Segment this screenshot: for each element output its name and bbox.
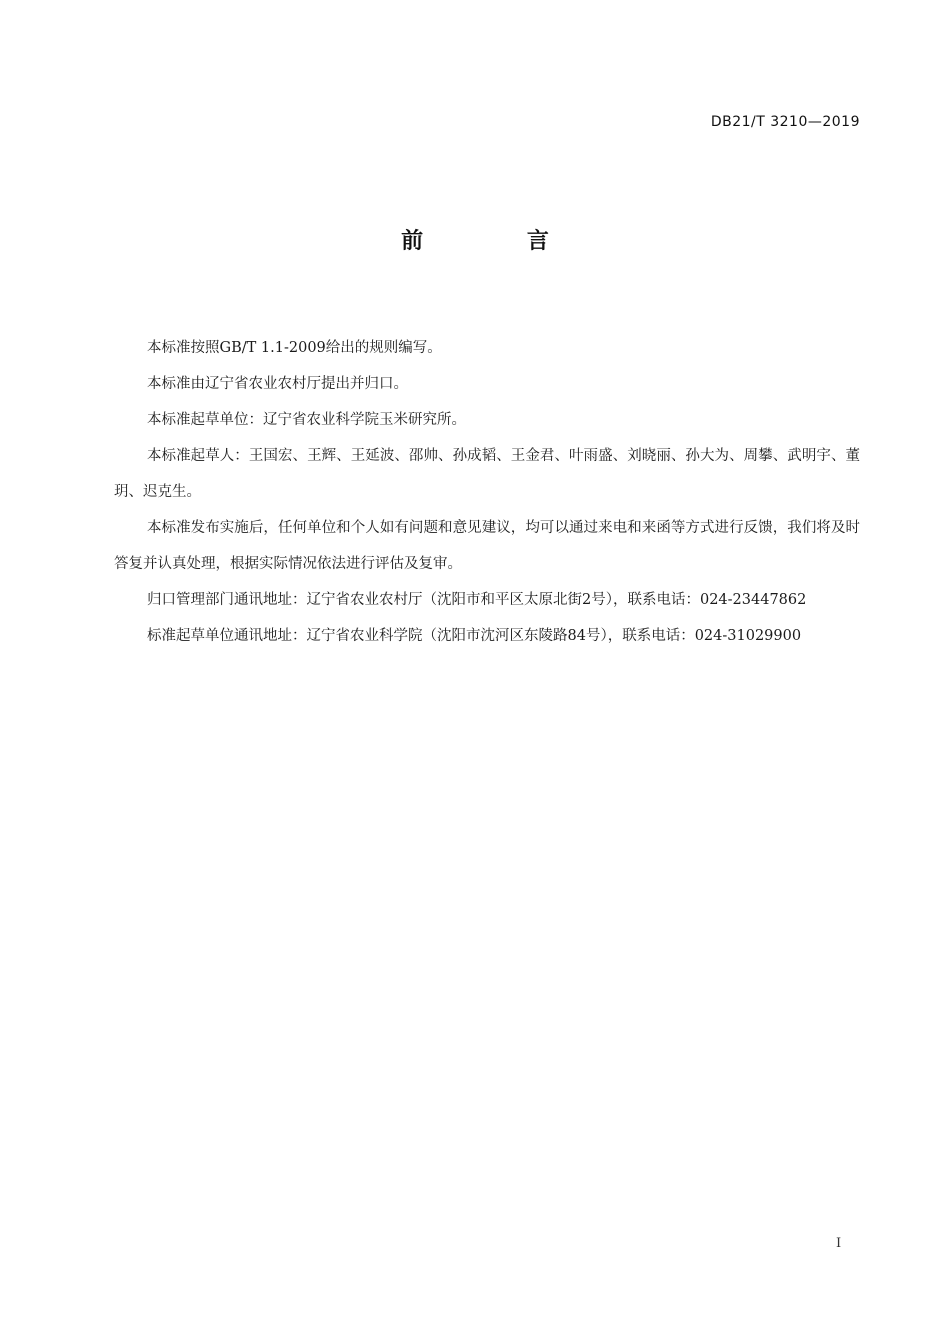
paragraph-drafting-unit: 本标准起草单位：辽宁省农业科学院玉米研究所。 <box>147 412 466 428</box>
paragraph-management-address: 归口管理部门通讯地址：辽宁省农业农村厅（沈阳市和平区太原北街2号），联系电话：024-23447862 <box>147 592 807 608</box>
document-code: DB21/T 3210—2019 <box>710 114 860 130</box>
page-title: 前 言 <box>401 229 597 254</box>
paragraph-drafting-rules: 本标准按照GB/T 1.1-2009给出的规则编写。 <box>147 340 442 356</box>
page-number: I <box>836 1236 842 1251</box>
paragraph-drafters: 本标准起草人：王国宏、王辉、王延波、邵帅、孙成韬、王金君、叶雨盛、刘晓丽、孙大为、周攀、武明宇、董玥、迟克生。 <box>114 448 860 500</box>
paragraph-proposer: 本标准由辽宁省农业农村厅提出并归口。 <box>147 376 408 392</box>
paragraph-feedback: 本标准发布实施后，任何单位和个人如有问题和意见建议，均可以通过来电和来函等方式进行反馈，我们将及时答复并认真处理，根据实际情况依法进行评估及复审。 <box>114 520 860 572</box>
paragraph-drafting-unit-address: 标准起草单位通讯地址：辽宁省农业科学院（沈阳市沈河区东陵路84号），联系电话：024-31029900 <box>147 628 802 644</box>
foreword-body <box>114 330 860 654</box>
